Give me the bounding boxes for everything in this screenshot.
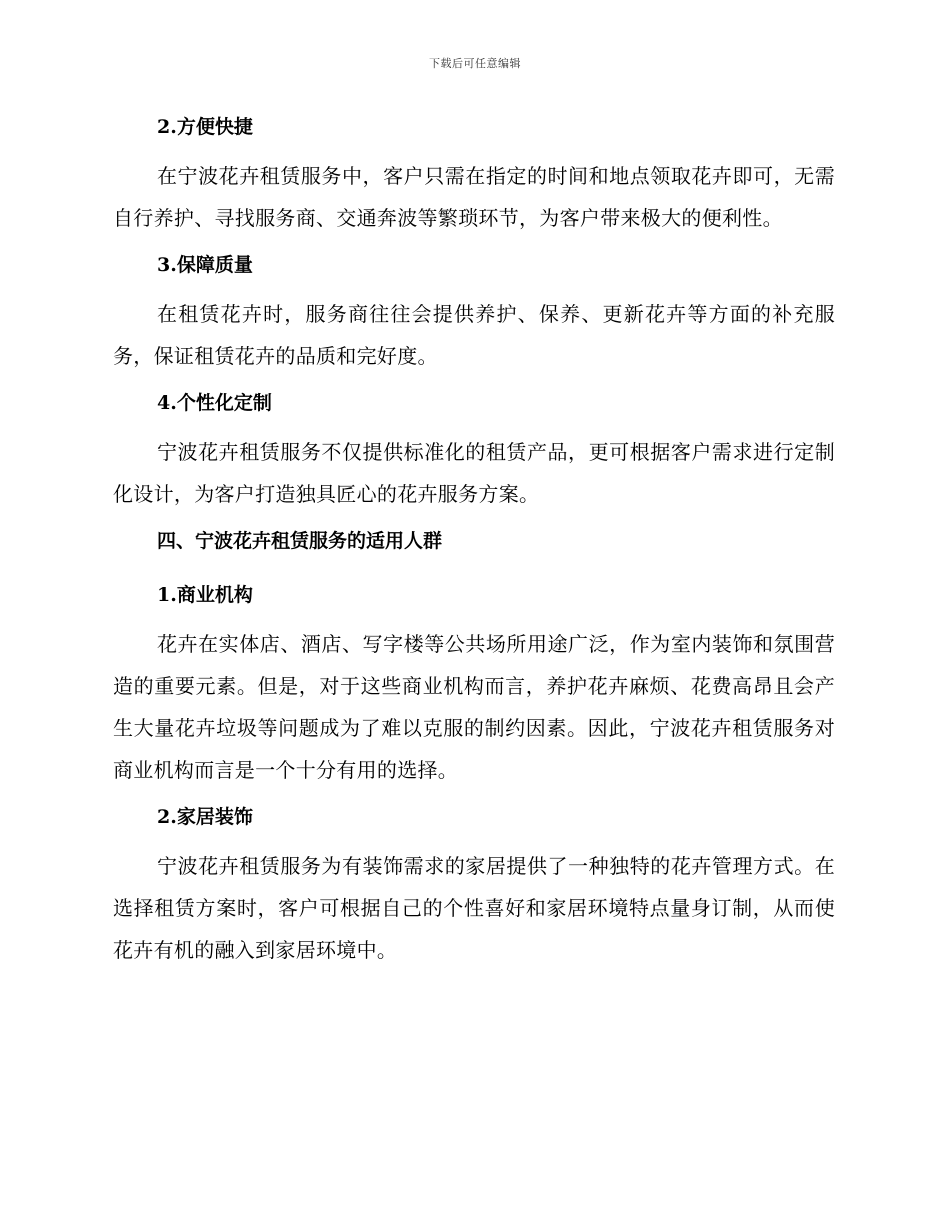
section-heading-home-decor: 2.家居装饰 [157, 806, 253, 828]
section-heading-customization: 4.个性化定制 [157, 392, 272, 414]
section-heading-convenience: 2.方便快捷 [157, 116, 253, 138]
section-heading-commercial: 1.商业机构 [157, 584, 253, 606]
paragraph-quality: 在租赁花卉时，服务商往往会提供养护、保养、更新花卉等方面的补充服务，保证租赁花卉的品质和完好度。 [113, 302, 835, 368]
chapter-heading-target-users: 四、宁波花卉租赁服务的适用人群 [157, 530, 443, 552]
section-heading-quality: 3.保障质量 [157, 254, 253, 276]
header-note: 下载后可任意编辑 [429, 57, 521, 70]
document-body [113, 109, 835, 979]
paragraph-commercial: 花卉在实体店、酒店、写字楼等公共场所用途广泛，作为室内装饰和氛围营造的重要元素。但是，对于这些商业机构而言，养护花卉麻烦、花费高昂且会产生大量花卉垃圾等问题成为了难以克服的制约因素。因此，宁波花卉租赁服务对商业机构而言是一个十分有用的选择。 [113, 632, 835, 782]
paragraph-convenience: 在宁波花卉租赁服务中，客户只需在指定的时间和地点领取花卉即可，无需自行养护、寻找服务商、交通奔波等繁琐环节，为客户带来极大的便利性。 [113, 164, 835, 230]
paragraph-home-decor: 宁波花卉租赁服务为有装饰需求的家居提供了一种独特的花卉管理方式。在选择租赁方案时，客户可根据自己的个性喜好和家居环境特点量身订制，从而使花卉有机的融入到家居环境中。 [113, 854, 835, 962]
paragraph-customization: 宁波花卉租赁服务不仅提供标准化的租赁产品，更可根据客户需求进行定制化设计，为客户打造独具匠心的花卉服务方案。 [113, 440, 835, 506]
